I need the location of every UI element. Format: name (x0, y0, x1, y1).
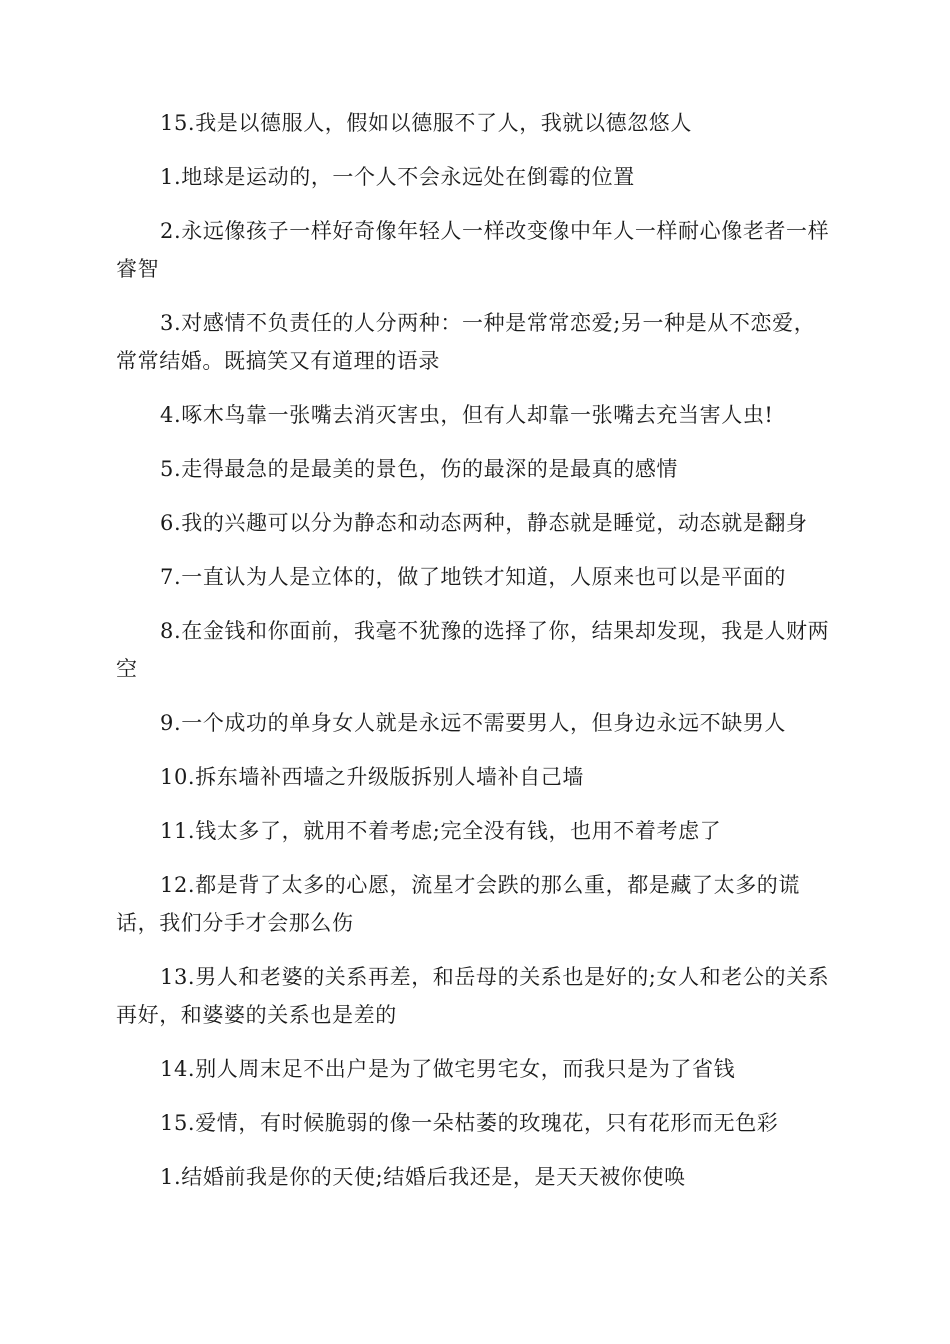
paragraph-12: 11.钱太多了，就用不着考虑;完全没有钱，也用不着考虑了 (160, 819, 722, 843)
paragraph-7: 6.我的兴趣可以分为静态和动态两种，静态就是睡觉，动态就是翻身 (160, 511, 808, 535)
paragraph-17: 1.结婚前我是你的天使;结婚后我还是，是天天被你使唤 (160, 1165, 686, 1189)
paragraph-13: 12.都是背了太多的心愿，流星才会跌的那么重，都是藏了太多的谎话，我们分手才会那么伤 (116, 873, 800, 935)
paragraph-3: 2.永远像孩子一样好奇像年轻人一样改变像中年人一样耐心像老者一样睿智 (116, 219, 830, 281)
paragraph-9: 8.在金钱和你面前，我毫不犹豫的选择了你，结果却发现，我是人财两空 (116, 619, 830, 681)
paragraph-6: 5.走得最急的是最美的景色，伤的最深的是最真的感情 (160, 457, 679, 481)
paragraph-10: 9.一个成功的单身女人就是永远不需要男人，但身边永远不缺男人 (160, 711, 787, 735)
paragraph-8: 7.一直认为人是立体的，做了地铁才知道，人原来也可以是平面的 (160, 565, 787, 589)
paragraph-5: 4.啄木鸟靠一张嘴去消灭害虫，但有人却靠一张嘴去充当害人虫! (160, 403, 774, 427)
paragraph-11: 10.拆东墙补西墙之升级版拆别人墙补自己墙 (160, 765, 584, 789)
paragraph-14: 13.男人和老婆的关系再差，和岳母的关系也是好的;女人和老公的关系再好，和婆婆的关系也是差的 (116, 965, 830, 1027)
paragraph-4: 3.对感情不负责任的人分两种：一种是常常恋爱;另一种是从不恋爱，常常结婚。既搞笑又有道理的语录 (116, 311, 816, 373)
paragraph-15: 14.别人周末足不出户是为了做宅男宅女，而我只是为了省钱 (160, 1057, 736, 1081)
paragraph-2: 1.地球是运动的，一个人不会永远处在倒霉的位置 (160, 165, 635, 189)
paragraph-1: 15.我是以德服人，假如以德服不了人，我就以德忽悠人 (160, 111, 692, 135)
paragraph-16: 15.爱情，有时候脆弱的像一朵枯萎的玫瑰花，只有花形而无色彩 (160, 1111, 779, 1135)
document-body (116, 104, 834, 1212)
